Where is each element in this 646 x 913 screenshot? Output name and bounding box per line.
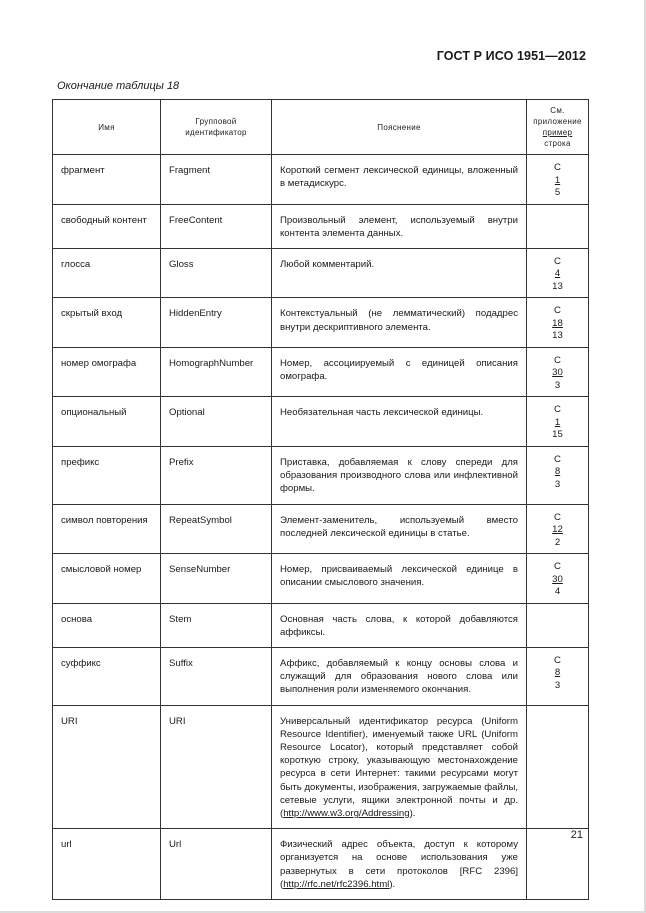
line-number: 13 — [552, 280, 563, 292]
row-id-cell — [161, 705, 272, 829]
row-name-cell — [53, 554, 161, 604]
term-name: опциональный — [61, 407, 127, 419]
row-explanation-cell — [272, 829, 527, 900]
row-name-cell — [53, 155, 161, 205]
table-row — [53, 705, 589, 829]
line-number: 5 — [554, 187, 561, 198]
group-identifier: RepeatSymbol — [169, 514, 232, 526]
group-identifier: Suffix — [169, 657, 193, 669]
row-name-cell — [53, 705, 161, 829]
appendix-letter: C — [554, 354, 561, 366]
row-explanation-cell — [272, 248, 527, 298]
row-explanation-cell — [272, 647, 527, 705]
example-number: 30 — [552, 367, 563, 379]
line-number: 3 — [554, 379, 561, 391]
explanation-text: Необязательная часть лексической единицы. — [280, 407, 484, 419]
row-name-cell — [53, 347, 161, 397]
row-name-cell — [53, 397, 161, 447]
term-name: префикс — [61, 456, 100, 468]
table-row — [53, 397, 589, 447]
row-id-cell — [161, 603, 272, 647]
row-id-cell — [161, 204, 272, 248]
example-number: 12 — [552, 524, 563, 536]
table-body — [53, 155, 589, 900]
row-name-cell — [53, 248, 161, 298]
group-identifier: Prefix — [169, 456, 194, 468]
explanation-text: Контекстуальный (не лемматический) подадрес внутри дескриптивного элемента. — [280, 308, 518, 333]
row-id-cell — [161, 347, 272, 397]
example-number: 4 — [554, 268, 561, 280]
row-name-cell — [53, 603, 161, 647]
row-explanation-cell — [272, 298, 527, 348]
col-header-group-id: Групповой идентификатор — [161, 100, 272, 155]
term-name: номер омографа — [61, 357, 137, 369]
row-example-cell — [527, 347, 589, 397]
appendix-letter: C — [554, 561, 561, 573]
col-header-example: См. приложение пример строка — [527, 100, 589, 155]
term-name: фрагмент — [61, 165, 105, 176]
group-identifier: HomographNumber — [169, 357, 254, 369]
row-id-cell — [161, 155, 272, 205]
term-name: url — [61, 839, 72, 851]
reference-link[interactable]: http://rfc.net/rfc2396.html — [283, 878, 390, 890]
group-identifier: HiddenEntry — [169, 308, 222, 320]
row-explanation-cell — [272, 347, 527, 397]
example-number: 1 — [554, 174, 561, 186]
appendix-letter: C — [554, 654, 561, 666]
group-identifier: Gloss — [169, 258, 194, 270]
line-number: 13 — [552, 330, 563, 342]
term-name: символ повторения — [61, 514, 148, 526]
row-example-cell — [527, 647, 589, 705]
group-identifier: Optional — [169, 407, 205, 419]
example-number: 8 — [554, 466, 561, 478]
row-explanation-cell — [272, 397, 527, 447]
table-row — [53, 504, 589, 554]
table-row — [53, 204, 589, 248]
table-row — [53, 603, 589, 647]
group-identifier: Url — [169, 839, 182, 851]
example-number: 30 — [552, 573, 563, 585]
row-example-cell — [527, 504, 589, 554]
table-row — [53, 446, 589, 504]
explanation-text: Произвольный элемент, используемый внутри контента элемента данных. — [280, 214, 518, 239]
group-identifier: Stem — [169, 613, 192, 625]
row-id-cell — [161, 504, 272, 554]
term-name: свободный контент — [61, 214, 147, 226]
page-number: 21 — [570, 829, 583, 841]
row-name-cell — [53, 298, 161, 348]
reference-link[interactable]: http://www.w3.org/Addressing — [283, 807, 410, 819]
row-example-cell — [527, 204, 589, 248]
explanation-tail: ). — [409, 807, 416, 819]
example-number: 8 — [554, 667, 561, 679]
line-number: 3 — [554, 679, 561, 691]
row-explanation-cell — [272, 705, 527, 829]
appendix-letter: C — [554, 404, 561, 416]
term-name: смысловой номер — [61, 564, 142, 576]
group-identifier: SenseNumber — [169, 564, 231, 576]
line-number: 15 — [552, 429, 563, 441]
line-number: 3 — [554, 478, 561, 490]
row-example-cell — [527, 298, 589, 348]
table-row — [53, 647, 589, 705]
explanation-tail: ). — [389, 878, 396, 890]
row-example-cell — [527, 155, 589, 205]
appendix-letter: C — [554, 511, 561, 523]
group-identifier: URI — [169, 715, 186, 727]
explanation-text: Физический адрес объекта, доступ к которому организуется на основе использования уже развернутых в сети протоколов [RFC 2396] ( — [280, 839, 518, 890]
row-name-cell — [53, 504, 161, 554]
row-name-cell — [53, 446, 161, 504]
row-explanation-cell — [272, 446, 527, 504]
table-row — [53, 829, 589, 900]
row-explanation-cell — [272, 204, 527, 248]
table-row — [53, 155, 589, 205]
line-number: 4 — [554, 586, 561, 598]
explanation-text: Универсальный идентификатор ресурса (Uniform Resource Identifier), именуемый также URL (Uniform Resource Locator), который представляет собой короткую строку, указывающую местонахождение ресурса в сети Интернет: такими ресурсами могут быть документы, изображения, загружаемые файлы, сетевые услуги, ящики электронной почты и др. ( — [280, 715, 519, 819]
term-name: глосса — [61, 258, 91, 270]
col-header-explanation: Пояснение — [272, 100, 527, 155]
appendix-letter: C — [554, 255, 561, 267]
row-explanation-cell — [272, 603, 527, 647]
explanation-text: Элемент-заменитель, используемый вместо последней лексической единицы в статье. — [280, 514, 518, 539]
example-number: 18 — [552, 317, 563, 329]
example-number: 1 — [554, 416, 561, 428]
term-name: URI — [61, 715, 78, 727]
standard-header: ГОСТ Р ИСО 1951—2012 — [436, 49, 586, 63]
term-name: суффикс — [61, 657, 101, 669]
row-example-cell — [527, 554, 589, 604]
appendix-letter: C — [554, 305, 561, 317]
explanation-text: Аффикс, добавляемый к концу основы слова и служащий для образования нового слова или выполнения роли изменяемого окончания. — [280, 657, 518, 696]
group-identifier: FreeContent — [169, 214, 223, 226]
table-row — [53, 554, 589, 604]
explanation-text: Короткий сегмент лексической единицы, вложенный в метадискурс. — [280, 165, 518, 190]
term-name: основа — [61, 613, 93, 625]
row-name-cell — [53, 204, 161, 248]
row-example-cell — [527, 397, 589, 447]
row-id-cell — [161, 298, 272, 348]
table-row — [53, 347, 589, 397]
row-id-cell — [161, 248, 272, 298]
explanation-text: Основная часть слова, к которой добавляются аффиксы. — [280, 613, 518, 638]
row-id-cell — [161, 554, 272, 604]
line-number: 2 — [554, 536, 561, 548]
row-id-cell — [161, 446, 272, 504]
explanation-text: Номер, ассоциируемый с единицей описания омографа. — [280, 357, 518, 383]
table-row — [53, 248, 589, 298]
row-name-cell — [53, 829, 161, 900]
row-name-cell — [53, 647, 161, 705]
explanation-text: Любой комментарий. — [280, 258, 375, 270]
row-example-cell — [527, 603, 589, 647]
definitions-table — [52, 99, 589, 900]
col-header-name: Имя — [53, 100, 161, 155]
row-id-cell — [161, 829, 272, 900]
row-example-cell — [527, 248, 589, 298]
appendix-letter: C — [554, 453, 561, 465]
row-id-cell — [161, 397, 272, 447]
table-row — [53, 298, 589, 348]
row-id-cell — [161, 647, 272, 705]
explanation-text: Номер, присваиваемый лексической единице в описании смыслового значения. — [280, 564, 518, 589]
row-explanation-cell — [272, 504, 527, 554]
row-explanation-cell — [272, 155, 527, 205]
appendix-letter: C — [554, 162, 561, 173]
group-identifier: Fragment — [169, 165, 211, 176]
row-example-cell — [527, 705, 589, 829]
row-explanation-cell — [272, 554, 527, 604]
row-example-cell — [527, 446, 589, 504]
explanation-text: Приставка, добавляемая к слову спереди для образования производного слова или инфлективной формы. — [280, 456, 518, 495]
table-header-row — [53, 100, 589, 155]
term-name: скрытый вход — [61, 308, 123, 320]
table-caption: Окончание таблицы 18 — [57, 80, 180, 92]
